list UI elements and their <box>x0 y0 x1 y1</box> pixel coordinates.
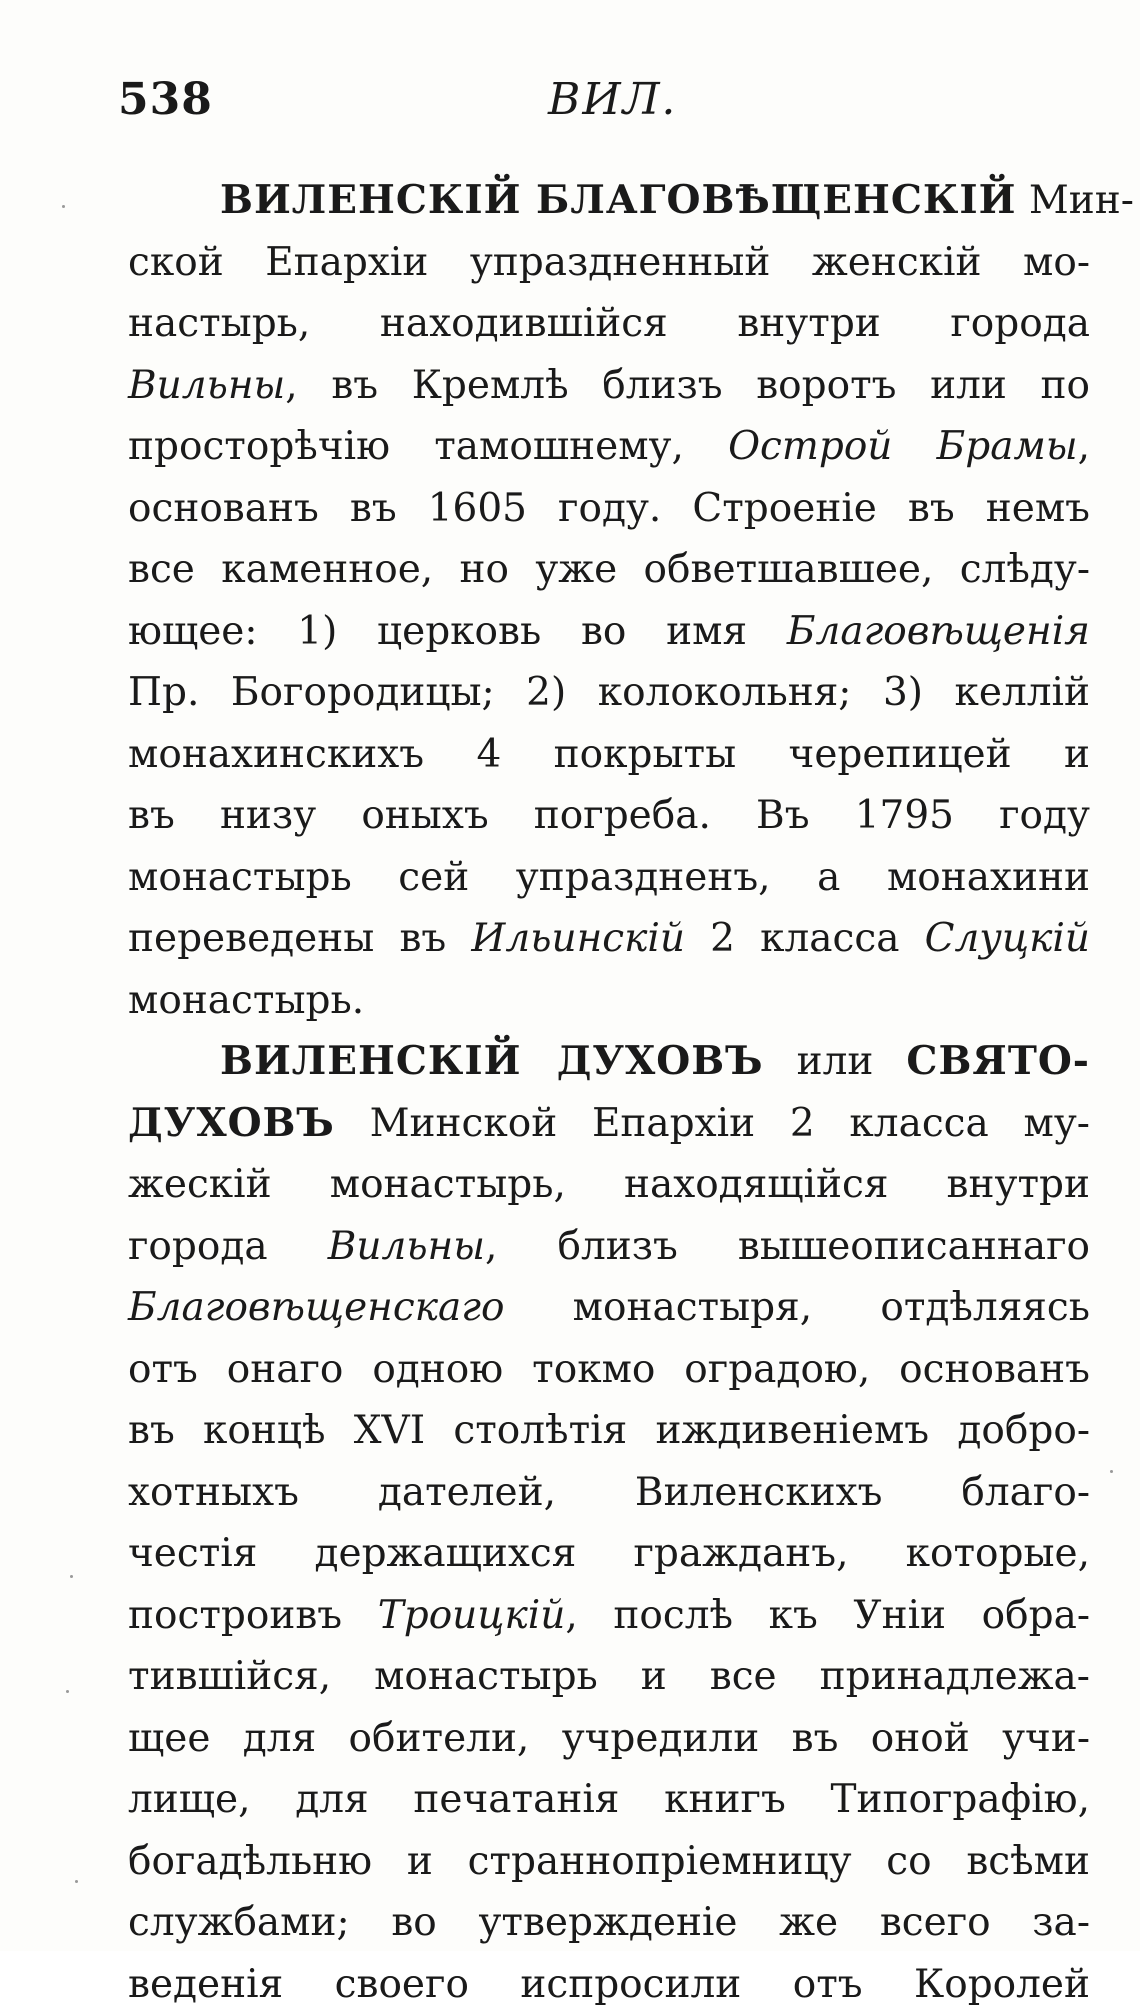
text-run: монастыря, отдѣляясь <box>504 1285 1090 1330</box>
text-line <box>128 539 1090 601</box>
italic-text: Вильны <box>328 1224 485 1269</box>
italic-text: Благовѣщенскаго <box>128 1285 504 1330</box>
text-run: просторѣчію тамошнему, <box>128 424 728 469</box>
heading-text: СВЯТО- <box>906 1038 1090 1084</box>
text-line <box>128 1646 1090 1708</box>
text-run: богадѣльню и страннопріемницу со всѣми <box>128 1839 1090 1884</box>
text-run: , <box>1078 424 1090 469</box>
text-line <box>128 1154 1090 1216</box>
italic-text: Благовѣщенія <box>787 609 1090 654</box>
heading-text: ВИЛЕНСКІЙ ДУХОВЪ <box>220 1038 764 1084</box>
text-run: монахинскихъ 4 покрыты черепицей и <box>128 732 1090 777</box>
text-run: ющее: 1) церковь во имя <box>128 609 787 654</box>
text-run: службами; во утвержденіе же всего за- <box>128 1900 1090 1945</box>
text-line <box>128 1585 1090 1647</box>
text-line <box>128 601 1090 663</box>
text-line <box>128 1216 1090 1278</box>
text-run: щее для обители, учредили въ оной учи- <box>128 1716 1090 1761</box>
text-line <box>128 1031 1090 1093</box>
text-line <box>128 1954 1090 2015</box>
text-line <box>128 416 1090 478</box>
body-text <box>128 170 1090 2015</box>
text-run: или <box>764 1039 907 1084</box>
text-run: отъ онаго одною токмо оградою, основанъ <box>128 1347 1090 1392</box>
heading-text: ВИЛЕНСКІЙ БЛАГОВѢЩЕНСКІЙ <box>220 177 1016 223</box>
text-line <box>128 1277 1090 1339</box>
text-run: монастырь. <box>128 978 364 1023</box>
text-run: , въ Кремлѣ близъ воротъ или по <box>285 363 1090 408</box>
running-head: ВИЛ. <box>548 74 677 125</box>
text-run: въ низу оныхъ погреба. Въ 1795 году <box>128 793 1090 838</box>
text-line <box>128 1400 1090 1462</box>
text-line <box>128 908 1090 970</box>
text-line <box>128 1462 1090 1524</box>
text-line <box>128 1892 1090 1954</box>
italic-text: Троицкій <box>378 1593 566 1638</box>
text-line <box>128 355 1090 417</box>
text-run: веденія своего испросили отъ Королей <box>128 1962 1090 2007</box>
text-run: тившійся, монастырь и все принадлежа- <box>128 1654 1090 1699</box>
text-line <box>128 170 1090 232</box>
text-run: Пр. Богородицы; 2) колокольня; 3) келлій <box>128 670 1090 715</box>
text-run: ской Епархіи упраздненный женскій мо- <box>128 240 1090 285</box>
text-line <box>128 478 1090 540</box>
text-run: лище, для печатанія книгъ Типографію, <box>128 1777 1090 1822</box>
text-line <box>128 232 1090 294</box>
text-run: города <box>128 1224 328 1269</box>
text-line <box>128 1831 1090 1893</box>
text-run: монастырь сей упраздненъ, а монахини <box>128 855 1090 900</box>
text-run: честія держащихся гражданъ, которые, <box>128 1531 1090 1576</box>
text-run: , послѣ къ Уніи обра- <box>565 1593 1090 1638</box>
text-line <box>128 1769 1090 1831</box>
italic-text: Вильны <box>128 363 285 408</box>
text-line <box>128 1093 1090 1155</box>
text-run: основанъ въ 1605 году. Строеніе въ немъ <box>128 486 1090 531</box>
text-run: 2 класса <box>685 916 925 961</box>
text-line <box>128 293 1090 355</box>
text-run: Минской Епархіи 2 класса му- <box>335 1101 1090 1146</box>
italic-text: Острой Брамы <box>728 424 1078 469</box>
heading-text: ДУХОВЪ <box>128 1100 335 1146</box>
italic-text: Ильинскій <box>471 916 685 961</box>
text-run: построивъ <box>128 1593 378 1638</box>
text-line <box>128 724 1090 786</box>
text-run: все каменное, но уже обветшавшее, слѣду- <box>128 547 1090 592</box>
text-line <box>128 847 1090 909</box>
italic-text: Слуцкій <box>925 916 1090 961</box>
text-run: настырь, находившійся внутри города <box>128 301 1090 346</box>
text-run: въ концѣ XVI столѣтія иждивеніемъ добро- <box>128 1408 1090 1453</box>
text-line <box>128 1523 1090 1585</box>
text-run: жескій монастырь, находящійся внутри <box>128 1162 1090 1207</box>
text-run: хотныхъ дателей, Виленскихъ благо- <box>128 1470 1090 1515</box>
page-number: 538 <box>118 74 213 125</box>
text-run: , близъ вышеописаннаго <box>485 1224 1090 1269</box>
text-run: переведены въ <box>128 916 471 961</box>
text-line <box>128 785 1090 847</box>
text-line <box>128 1708 1090 1770</box>
text-line <box>128 662 1090 724</box>
text-line <box>128 1339 1090 1401</box>
text-line <box>128 970 1090 1032</box>
page-header <box>118 68 1098 138</box>
text-run: Мин- <box>1016 178 1134 223</box>
